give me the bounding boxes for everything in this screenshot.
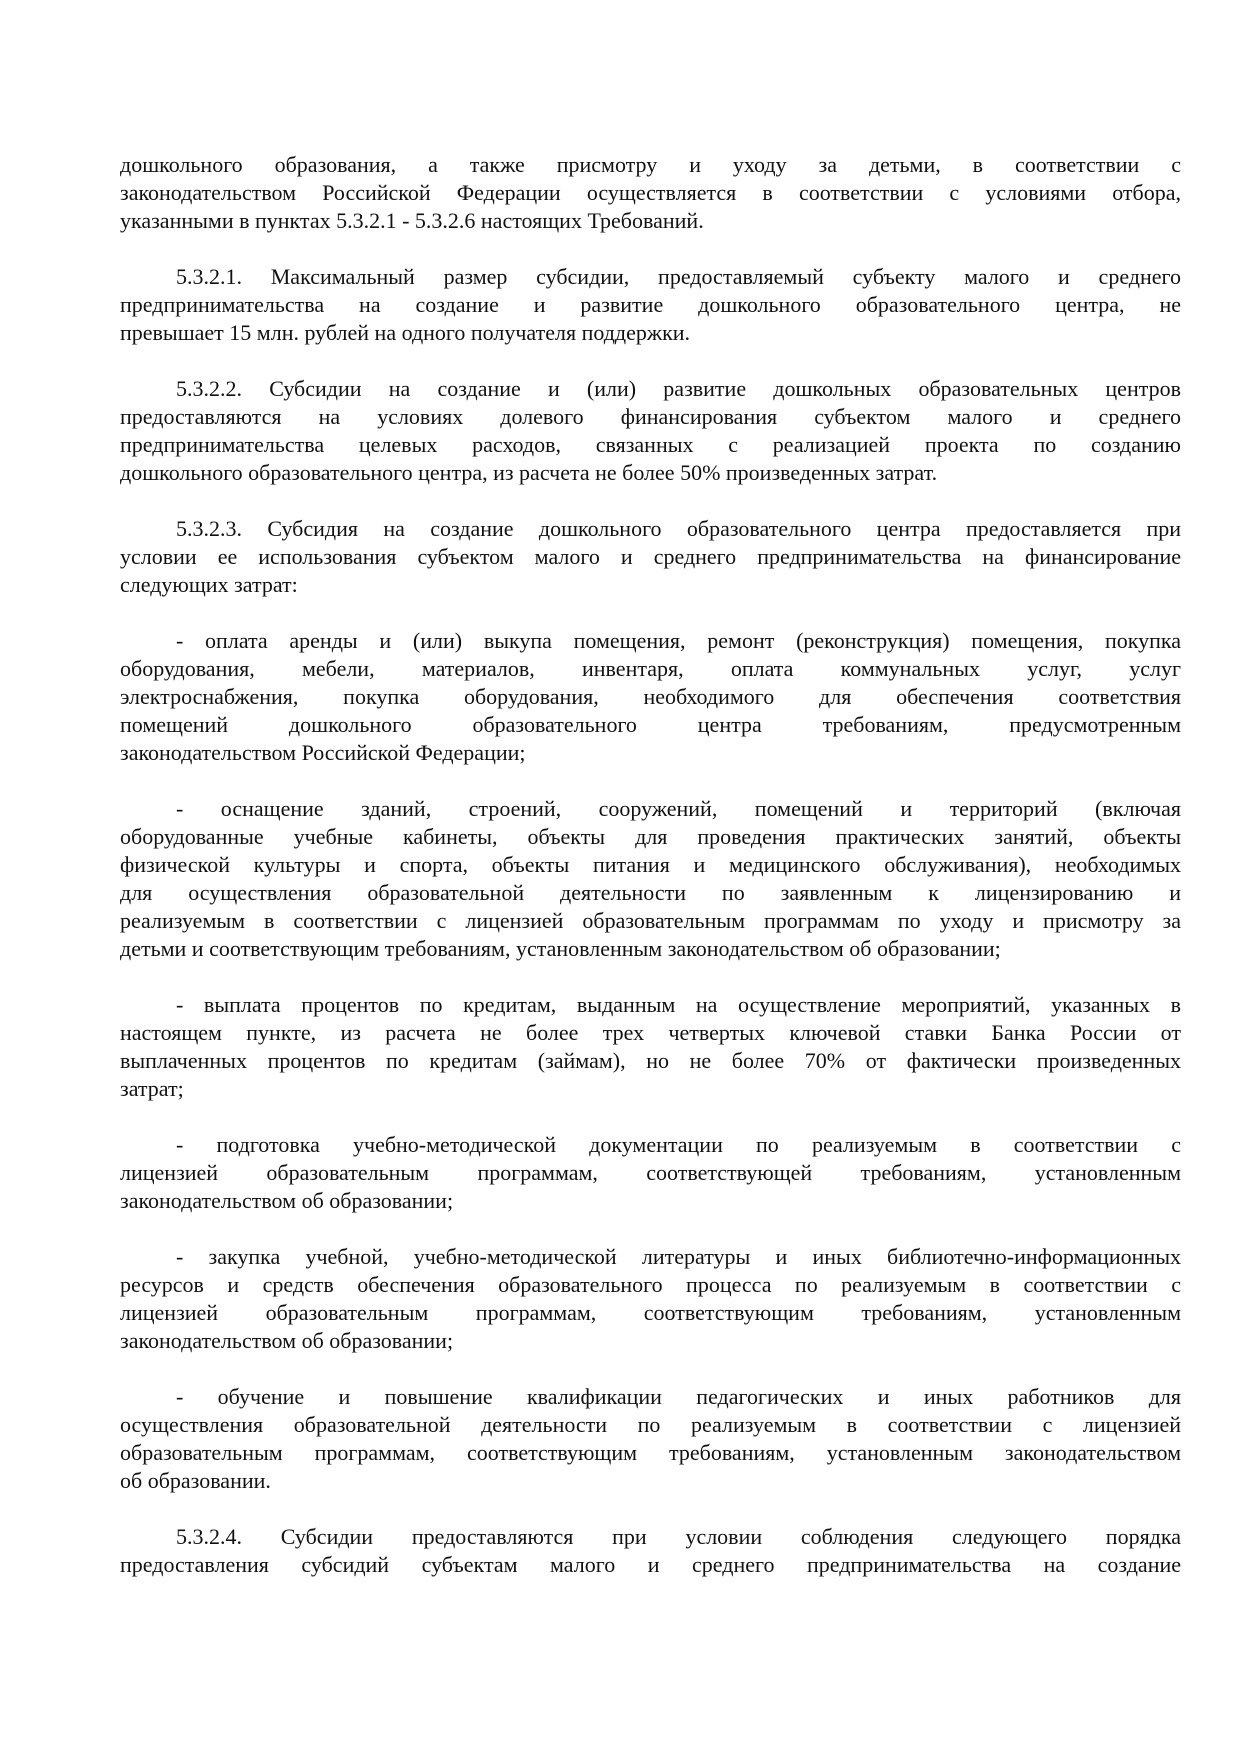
text-line: ресурсов и средств обеспечения образовательного процесса по реализуемым в соответствии с (120, 1272, 1181, 1297)
text-line: - оплата аренды и (или) выкупа помещения, ремонт (реконструкция) помещения, покупка (176, 628, 1181, 653)
text-line: указанными в пунктах 5.3.2.1 - 5.3.2.6 настоящих Требований. (120, 208, 704, 233)
document-page (120, 151, 1181, 1607)
text-line: - подготовка учебно-методической документации по реализуемым в соответствии с (176, 1132, 1181, 1157)
text-line: законодательством об образовании; (120, 1328, 454, 1353)
text-line: затрат; (120, 1076, 184, 1101)
text-line: следующих затрат: (120, 572, 298, 597)
text-line: предпринимательства целевых расходов, связанных с реализацией проекта по созданию (120, 432, 1181, 457)
text-line: - выплата процентов по кредитам, выданным на осуществление мероприятий, указанных в (176, 992, 1181, 1017)
paragraph (120, 515, 1181, 599)
text-line: детьми и соответствующим требованиям, установленным законодательством об образовании; (120, 936, 1001, 961)
text-line: об образовании. (120, 1468, 271, 1493)
paragraph (120, 263, 1181, 347)
text-line: электроснабжения, покупка оборудования, необходимого для обеспечения соответствия (120, 684, 1181, 709)
text-line: 5.3.2.1. Максимальный размер субсидии, предоставляемый субъекту малого и среднего (176, 264, 1181, 289)
text-line: для осуществления образовательной деятельности по заявленным к лицензированию и (120, 880, 1181, 905)
text-line: физической культуры и спорта, объекты питания и медицинского обслуживания), необходимых (120, 852, 1181, 877)
text-line: оборудованные учебные кабинеты, объекты для проведения практических занятий, объекты (120, 824, 1181, 849)
text-line: законодательством Российской Федерации; (120, 740, 526, 765)
paragraph (120, 375, 1181, 487)
paragraph (120, 151, 1181, 235)
text-line: реализуемым в соответствии с лицензией образовательным программам по уходу и присмотру за (120, 908, 1181, 933)
text-line: - оснащение зданий, строений, сооружений, помещений и территорий (включая (176, 796, 1181, 821)
text-line: образовательным программам, соответствующим требованиям, установленным законодательством (120, 1440, 1181, 1465)
paragraph (120, 1523, 1181, 1579)
text-line: предпринимательства на создание и развитие дошкольного образовательного центра, не (120, 292, 1181, 317)
text-line: законодательством об образовании; (120, 1188, 454, 1213)
text-line: законодательством Российской Федерации осуществляется в соответствии с условиями отбора, (120, 180, 1181, 205)
paragraph (120, 627, 1181, 767)
paragraph (120, 1383, 1181, 1495)
paragraph (120, 991, 1181, 1103)
text-line: лицензией образовательным программам, соответствующим требованиям, установленным (120, 1300, 1181, 1325)
text-line: - закупка учебной, учебно-методической литературы и иных библиотечно-информационных (176, 1244, 1181, 1269)
text-line: дошкольного образовательного центра, из расчета не более 50% произведенных затрат. (120, 460, 938, 485)
paragraph (120, 1243, 1181, 1355)
text-line: 5.3.2.4. Субсидии предоставляются при условии соблюдения следующего порядка (176, 1524, 1181, 1549)
text-line: выплаченных процентов по кредитам (займам), но не более 70% от фактически произведенных (120, 1048, 1181, 1073)
text-line: 5.3.2.3. Субсидия на создание дошкольного образовательного центра предоставляется при (176, 516, 1181, 541)
paragraph (120, 795, 1181, 963)
text-line: осуществления образовательной деятельности по реализуемым в соответствии с лицензией (120, 1412, 1181, 1437)
text-line: дошкольного образования, а также присмотру и уходу за детьми, в соответствии с (120, 152, 1181, 177)
paragraph (120, 1131, 1181, 1215)
text-line: настоящем пункте, из расчета не более трех четвертых ключевой ставки Банка России от (120, 1020, 1181, 1045)
text-line: превышает 15 млн. рублей на одного получателя поддержки. (120, 320, 691, 345)
text-line: предоставляются на условиях долевого финансирования субъектом малого и среднего (120, 404, 1181, 429)
text-line: условии ее использования субъектом малого и среднего предпринимательства на финансирование (120, 544, 1181, 569)
text-line: - обучение и повышение квалификации педагогических и иных работников для (176, 1384, 1181, 1409)
text-line: оборудования, мебели, материалов, инвентаря, оплата коммунальных услуг, услуг (120, 656, 1181, 681)
text-line: лицензией образовательным программам, соответствующей требованиям, установленным (120, 1160, 1181, 1185)
text-line: предоставления субсидий субъектам малого и среднего предпринимательства на создание (120, 1552, 1181, 1577)
text-line: помещений дошкольного образовательного центра требованиям, предусмотренным (120, 712, 1181, 737)
text-line: 5.3.2.2. Субсидии на создание и (или) развитие дошкольных образовательных центров (176, 376, 1181, 401)
